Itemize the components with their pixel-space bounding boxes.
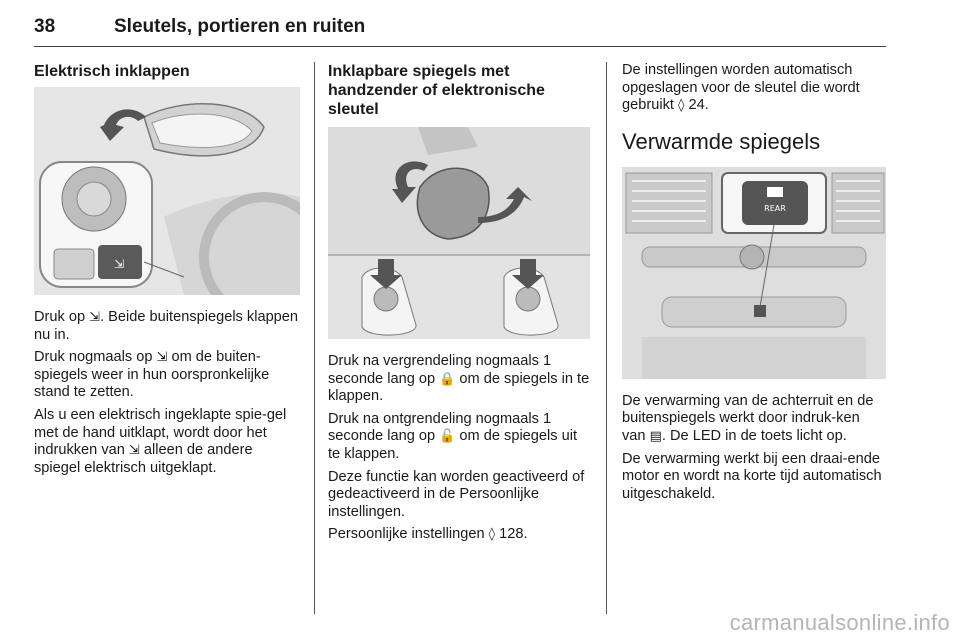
fold-mirror-icon: ⇲	[128, 443, 140, 459]
svg-text:⇲: ⇲	[114, 257, 125, 271]
paragraph: Druk na ontgrendeling nogmaals 1 seconde lang op 🔓 om de spiegels uit te klappen.	[328, 410, 578, 462]
reference-icon: ◊	[677, 98, 685, 114]
mirror-switch-illustration	[34, 87, 300, 295]
paragraph: Deze functie kan worden geactiveerd of gedeactiveerd in de Persoonlijke instellingen.	[328, 468, 585, 520]
rear-label: REAR	[764, 203, 786, 213]
paragraph: De verwarming van de achterruit en de buitenspiegels werkt door indruk-ken van ▤. De LED in de toets licht op.	[622, 392, 874, 444]
paragraph: Druk na vergrendeling nogmaals 1 seconde lang op 🔒 om de spiegels in te klappen.	[328, 353, 590, 405]
watermark: carmanualsonline.info	[729, 610, 950, 635]
column-electric-fold	[34, 62, 300, 482]
running-title: Sleutels, portieren en ruiten	[114, 16, 366, 37]
section-heading: Elektrisch inklappen	[34, 63, 190, 80]
paragraph: Druk nogmaals op ⇲ om de buiten-spiegels weer in hun oorspronkelijke stand te zetten.	[34, 349, 270, 401]
paragraph: Persoonlijke instellingen ◊ 128.	[328, 526, 528, 543]
column-divider	[314, 62, 315, 614]
column-key-fold	[328, 62, 590, 549]
unlock-icon: 🔓	[439, 429, 456, 445]
paragraph: Druk op ⇲. Beide buitenspiegels klappen nu in.	[34, 309, 299, 343]
section-heading: Inklapbare spiegels met handzender of elektronische sleutel	[328, 63, 545, 118]
paragraph: Als u een elektrisch ingeklapte spie-gel met de hand uitklapt, wordt door het indrukken van ⇲ alleen de andere spiegel elektrisch uitgeklapt.	[34, 406, 287, 476]
reference-icon: ◊	[488, 527, 496, 543]
paragraph: De verwarming werkt bij een draai-ende motor en wordt na korte tijd automatisch uitgeschakeld.	[622, 450, 882, 502]
column-divider	[606, 62, 607, 614]
fold-mirror-icon: ⇲	[156, 350, 168, 366]
mirror-key-illustration	[328, 127, 590, 339]
paragraph: De instellingen worden automatisch opgeslagen voor de sleutel die wordt gebruikt ◊ 24.	[622, 62, 860, 114]
section-heading: Verwarmde spiegels	[622, 128, 821, 154]
lock-icon: 🔒	[439, 371, 456, 387]
column-heated-mirrors	[622, 62, 886, 508]
dashboard-heater-illustration	[622, 167, 886, 379]
page-header	[34, 8, 886, 47]
page-number: 38	[34, 16, 56, 37]
heated-rear-window-icon: ▤	[649, 428, 662, 444]
fold-mirror-icon: ⇲	[89, 310, 101, 325]
